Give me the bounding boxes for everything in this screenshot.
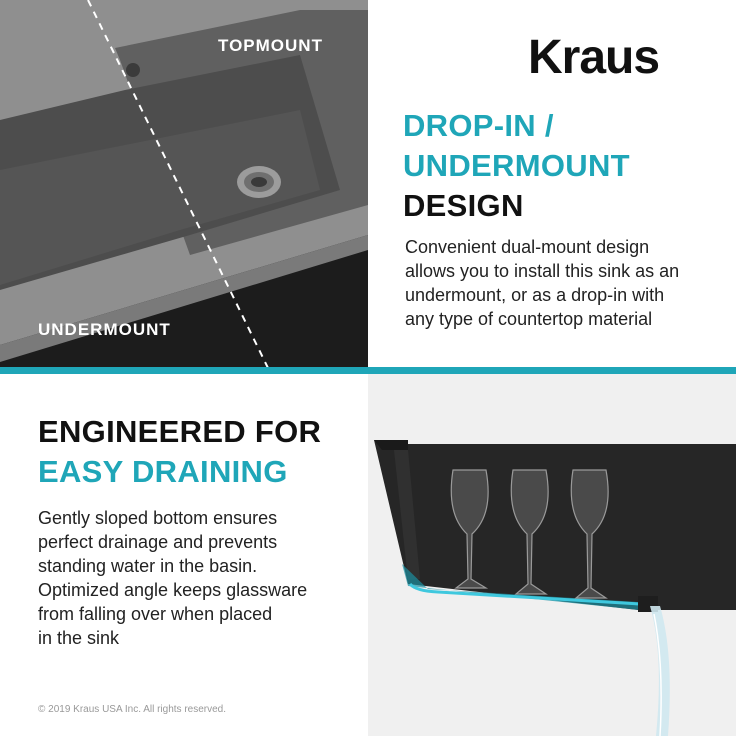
drain-description xyxy=(38,506,358,650)
drain-illustration xyxy=(368,374,736,736)
mount-description-line: undermount, or as a drop-in with xyxy=(405,285,665,305)
drain-info-panel xyxy=(0,374,368,736)
drain-heading-line2: EASY DRAINING xyxy=(38,454,288,489)
section-divider xyxy=(0,367,736,374)
mount-illustration xyxy=(0,0,368,368)
topmount-label: TOPMOUNT xyxy=(218,36,323,55)
mount-description-line: Convenient dual-mount design xyxy=(405,237,650,257)
undermount-label: UNDERMOUNT xyxy=(38,320,171,339)
drain-description-line: perfect drainage and prevents xyxy=(38,532,278,552)
mount-heading-line3: DESIGN xyxy=(403,188,524,223)
sink-crosssection-image xyxy=(368,374,736,736)
drain-heading-line1: ENGINEERED FOR xyxy=(38,414,322,449)
drain-description-line: standing water in the basin. xyxy=(38,556,258,576)
mount-heading-line1: DROP-IN / xyxy=(403,108,554,143)
drain-description-line: from falling over when placed xyxy=(38,604,273,624)
drain-description-line: Gently sloped bottom ensures xyxy=(38,508,278,528)
drain-description-line: in the sink xyxy=(38,628,120,648)
mount-description-line: any type of countertop material xyxy=(405,309,653,329)
copyright-notice: © 2019 Kraus USA Inc. All rights reserved. xyxy=(38,704,227,715)
drain-heading xyxy=(38,412,321,492)
kraus-logo: Kraus xyxy=(528,31,660,84)
mount-description xyxy=(405,235,725,331)
mount-description-line: allows you to install this sink as an xyxy=(405,261,680,281)
mount-info-panel xyxy=(368,0,736,368)
mount-heading xyxy=(403,106,630,226)
drain-description-line: Optimized angle keeps glassware xyxy=(38,580,308,600)
mount-heading-line2: UNDERMOUNT xyxy=(403,148,630,183)
